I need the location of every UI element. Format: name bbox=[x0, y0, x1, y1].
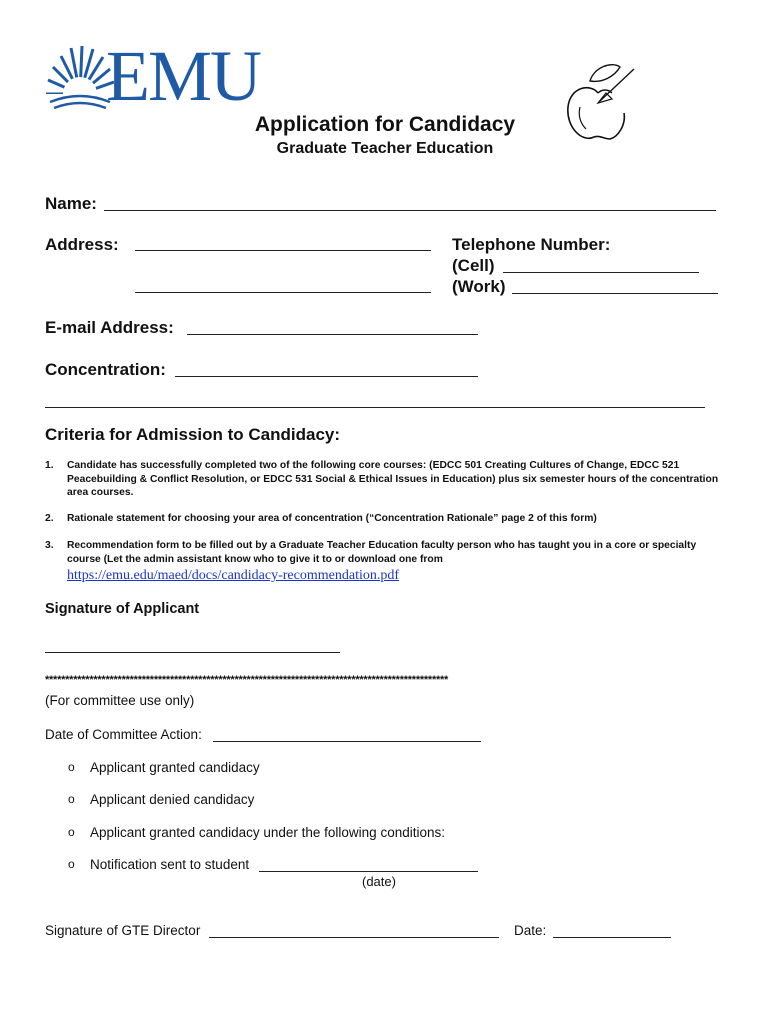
circle-bullet-icon: o bbox=[68, 760, 75, 774]
name-field[interactable] bbox=[104, 196, 716, 211]
address-field-line-2[interactable] bbox=[135, 278, 431, 293]
address-label: Address: bbox=[45, 235, 119, 254]
circle-bullet-icon: o bbox=[68, 857, 75, 871]
criteria-item-number: 1. bbox=[45, 460, 54, 471]
sunburst-icon bbox=[44, 42, 114, 112]
criteria-item-1 bbox=[45, 459, 745, 501]
criteria-item-text: Candidate has successfully completed two of the following core courses: (EDCC 501 Creating Cultures of Change, EDCC 521 Peacebuilding & Conflict Resolution, or EDCC 531 Social & Ethical Issues in Education) plus six semester hours of the concentration area courses. bbox=[67, 460, 719, 498]
committee-date-field[interactable] bbox=[213, 729, 481, 742]
committee-option-2[interactable] bbox=[0, 792, 770, 810]
committee-option-1[interactable] bbox=[0, 760, 770, 778]
director-date-label: Date: bbox=[514, 923, 547, 938]
signature-applicant-field[interactable] bbox=[45, 640, 340, 653]
concentration-field[interactable] bbox=[175, 362, 478, 377]
email-label: E-mail Address: bbox=[45, 318, 174, 337]
criteria-item-text: Rationale statement for choosing your area of concentration (“Concentration Rationale” page 2 of this form) bbox=[67, 513, 597, 524]
signature-applicant-label: Signature of Applicant bbox=[45, 601, 200, 617]
date-caption: (date) bbox=[362, 874, 396, 889]
option-label: Notification sent to student bbox=[90, 857, 250, 872]
address-field-line-1[interactable] bbox=[135, 236, 431, 251]
criteria-item-text: Recommendation form to be filled out by a Graduate Teacher Education faculty person who has taught you in a core or specialty course (Let the admin assistant know who to give it to or download one from bbox=[67, 540, 697, 565]
notification-date-field[interactable] bbox=[259, 859, 478, 872]
criteria-item-number: 3. bbox=[45, 540, 54, 551]
circle-bullet-icon: o bbox=[68, 792, 75, 806]
telephone-label: Telephone Number: bbox=[452, 235, 611, 254]
cell-label: (Cell) bbox=[452, 256, 495, 275]
concentration-field-line-2[interactable] bbox=[45, 393, 705, 408]
circle-bullet-icon: o bbox=[68, 825, 75, 839]
emu-logo bbox=[44, 36, 274, 116]
work-label: (Work) bbox=[452, 277, 506, 296]
work-phone-field[interactable] bbox=[512, 279, 718, 294]
separator-stars: **************************************************************************************************** bbox=[45, 674, 449, 686]
page-subtitle: Graduate Teacher Education bbox=[276, 140, 494, 157]
email-field[interactable] bbox=[187, 320, 478, 335]
criteria-item-number: 2. bbox=[45, 513, 54, 524]
director-date-field[interactable] bbox=[553, 925, 671, 938]
name-label: Name: bbox=[45, 194, 97, 213]
director-signature-label: Signature of GTE Director bbox=[45, 923, 201, 938]
option-label: Applicant granted candidacy bbox=[90, 760, 260, 775]
director-signature-field[interactable] bbox=[209, 925, 499, 938]
option-label: Applicant granted candidacy under the following conditions: bbox=[90, 825, 445, 840]
committee-note: (For committee use only) bbox=[45, 693, 195, 708]
criteria-item-3 bbox=[45, 539, 745, 569]
criteria-item-2 bbox=[45, 512, 745, 528]
option-label: Applicant denied candidacy bbox=[90, 792, 255, 807]
logo-text: EMU bbox=[106, 36, 260, 116]
page-title: Application for Candidacy bbox=[254, 113, 516, 136]
concentration-label: Concentration: bbox=[45, 360, 166, 379]
committee-date-label: Date of Committee Action: bbox=[45, 727, 202, 742]
criteria-heading: Criteria for Admission to Candidacy: bbox=[45, 425, 341, 444]
recommendation-form-link[interactable]: https://emu.edu/maed/docs/candidacy-recommendation.pdf bbox=[67, 568, 400, 583]
cell-phone-field[interactable] bbox=[503, 258, 699, 273]
committee-option-3[interactable] bbox=[0, 825, 770, 843]
